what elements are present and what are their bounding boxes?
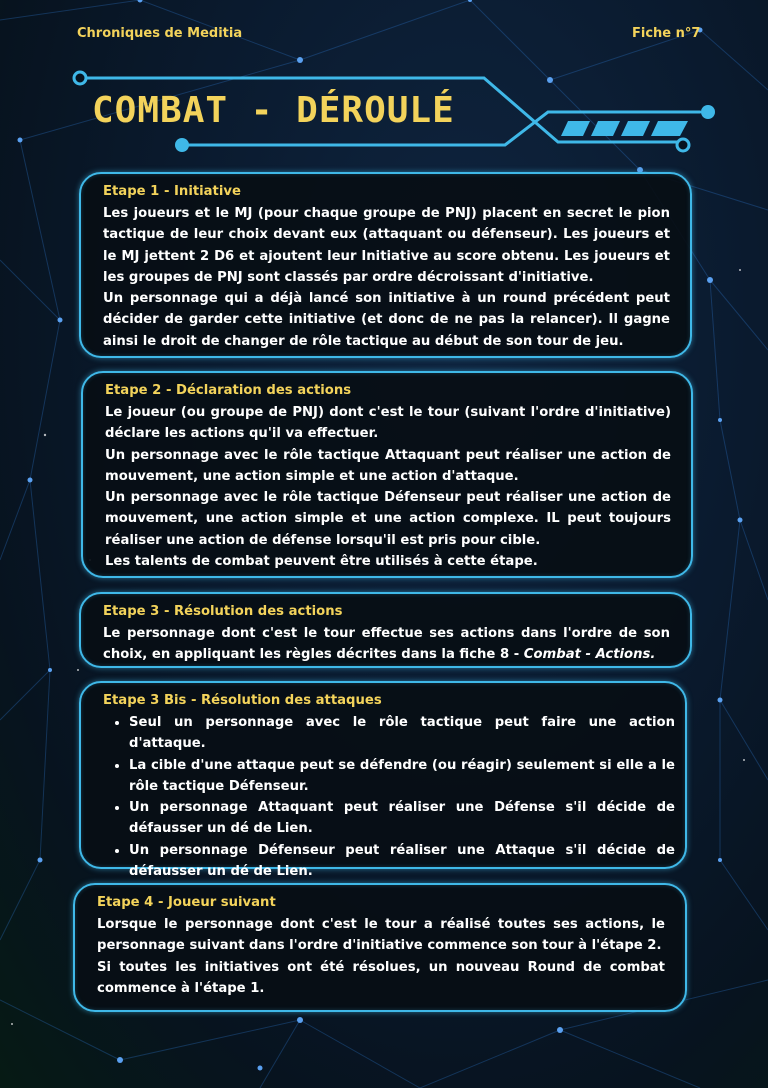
- step-panel-4: [73, 883, 687, 1012]
- step-paragraph: Lorsque le personnage dont c'est le tour a réalisé toutes ses actions, le personnage suivant dans l'ordre d'initiative commence son tour à l'étape 2.: [97, 917, 665, 954]
- rules-list: [103, 712, 675, 882]
- step-title: Etape 1 - Initiative: [103, 184, 241, 199]
- step-paragraph: [103, 623, 670, 666]
- step-text: Le personnage dont c'est le tour effectue ses actions dans l'ordre de son choix, en appliquant les règles décrites dans la fiche 8 -: [103, 626, 670, 663]
- step-paragraph: Un personnage avec le rôle tactique Attaquant peut réaliser une action de mouvement, une action simple et une action d'attaque.: [105, 447, 671, 484]
- step-paragraph: Un personnage avec le rôle tactique Défenseur peut réaliser une action de mouvement, une action simple et une action complexe. IL peut toujours réaliser une action de défense lorsqu'il est pris pour cible.: [105, 490, 671, 548]
- step-paragraph: Si toutes les initiatives ont été résolues, un nouveau Round de combat commence à l'étape 1.: [97, 959, 665, 996]
- step-paragraph: Le joueur (ou groupe de PNJ) dont c'est le tour (suivant l'ordre d'initiative) déclare les actions qu'il va effectuer.: [105, 405, 671, 442]
- step-panel-2: [81, 371, 693, 578]
- step-panel-3: [79, 592, 692, 668]
- list-item: • La cible d'une attaque peut se défendre (ou réagir) seulement si elle a le rôle tactique Défenseur.: [129, 755, 675, 798]
- step-paragraph: Les talents de combat peuvent être utilisés à cette étape.: [105, 554, 538, 570]
- step-paragraph: Les joueurs et le MJ (pour chaque groupe de PNJ) placent en secret le pion tactique de leur choix devant eux (attaquant ou défenseur). Les joueurs et le MJ jettent 2 D6 et ajoutent leur Initiative au score obtenu. Les joueurs et les groupes de PNJ sont classés par ordre décroissant d'initiative.: [103, 206, 670, 285]
- step-title: Etape 2 - Déclaration des actions: [105, 383, 352, 398]
- page-title: COMBAT - DÉROULÉ: [92, 90, 455, 131]
- step-title: Etape 3 - Résolution des actions: [103, 604, 343, 619]
- step-title: Etape 4 - Joueur suivant: [97, 895, 276, 910]
- step-title: Etape 3 Bis - Résolution des attaques: [103, 693, 382, 708]
- sheet-reference: Combat - Actions.: [523, 647, 656, 663]
- step-paragraph: Un personnage qui a déjà lancé son initiative à un round précédent peut décider de garder cette initiative (et donc de ne pas la relancer). Il gagne ainsi le droit de changer de rôle tactique au début de son tour de jeu.: [103, 291, 670, 349]
- list-item: • Un personnage Attaquant peut réaliser une Défense s'il décide de défausser un dé de Lien.: [129, 797, 675, 840]
- list-item: • Un personnage Défenseur peut réaliser une Attaque s'il décide de défausser un dé de Lien.: [129, 840, 675, 883]
- header-sheet-number: Fiche n°7: [632, 26, 701, 41]
- step-panel-1: [79, 172, 692, 358]
- header-series-title: Chroniques de Meditia: [77, 26, 243, 41]
- list-item: • Seul un personnage avec le rôle tactique peut faire une action d'attaque.: [129, 712, 675, 755]
- step-panel-3bis: [79, 681, 687, 880]
